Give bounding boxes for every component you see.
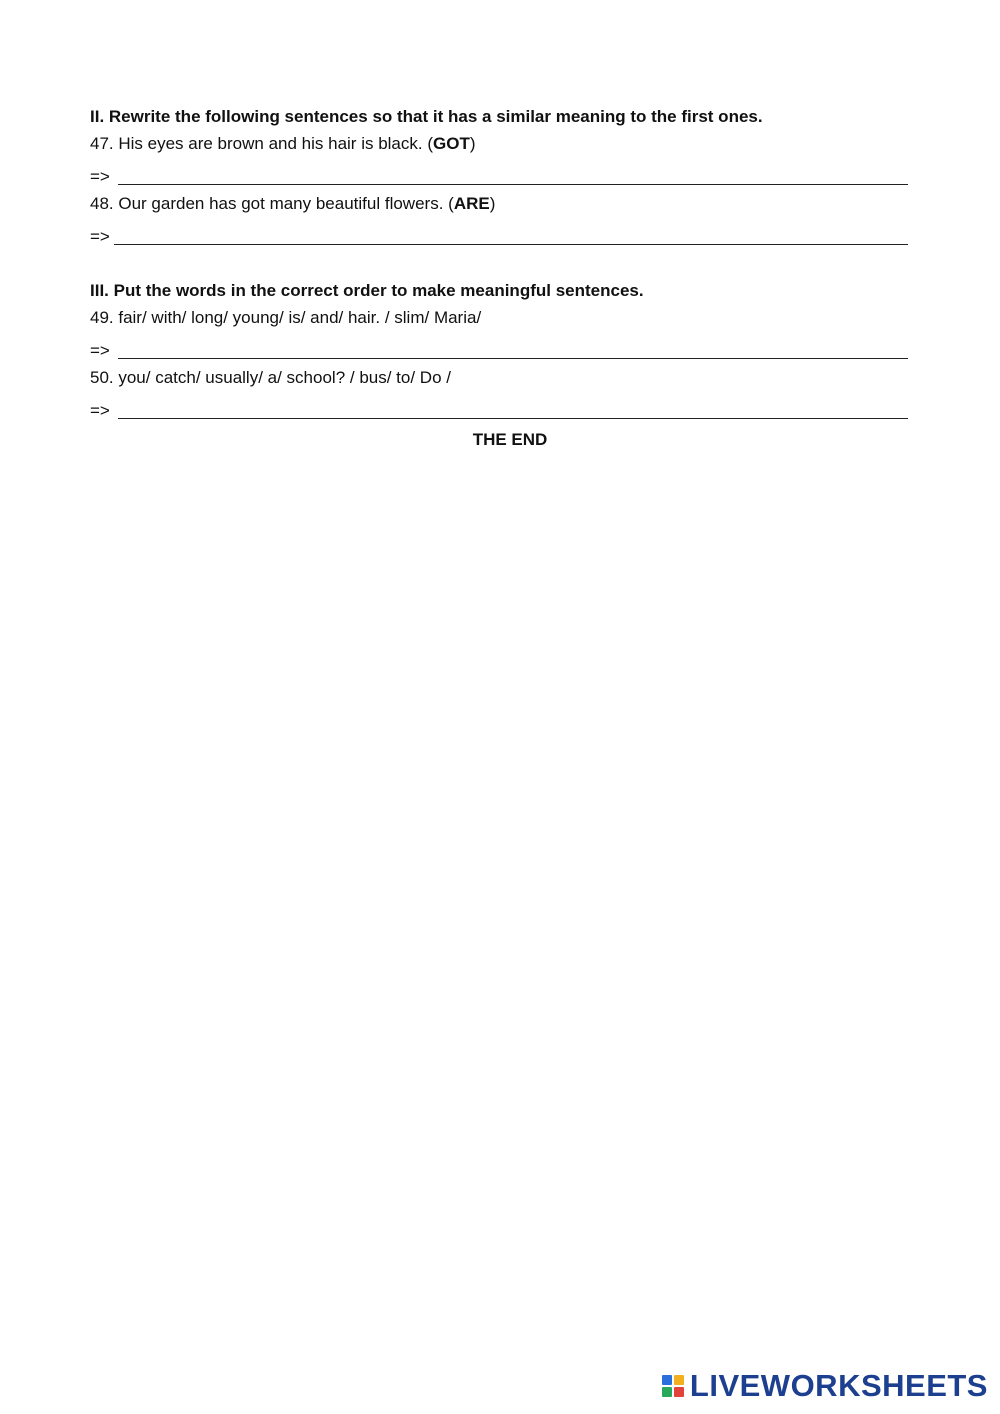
- logo-tile: [662, 1387, 672, 1397]
- worksheet: [90, 105, 908, 451]
- question-47-suffix: ): [469, 134, 476, 153]
- question-49-text: 49. fair/ with/ long/ young/ is/ and/ hair. / slim/ Maria/: [90, 308, 482, 327]
- section-3-heading: III. Put the words in the correct order to make meaningful sentences.: [90, 281, 644, 300]
- answer-arrow: =>: [90, 227, 110, 246]
- liveworksheets-logo-icon: [662, 1375, 684, 1397]
- question-50: [90, 363, 908, 393]
- the-end-label: THE END: [472, 430, 548, 449]
- answer-row-48: [90, 219, 908, 249]
- question-47: [90, 129, 908, 159]
- answer-arrow: =>: [90, 341, 110, 360]
- question-49: [90, 303, 908, 333]
- question-48-text: 48. Our garden has got many beautiful flowers. (: [90, 194, 454, 213]
- answer-row-49: [90, 333, 908, 363]
- section-2-heading: II. Rewrite the following sentences so that it has a similar meaning to the first ones.: [90, 107, 763, 126]
- question-50-text: 50. you/ catch/ usually/ a/ school? / bus/ to/ Do /: [90, 368, 451, 387]
- answer-input-50[interactable]: [118, 396, 908, 419]
- section-spacer: [90, 249, 908, 279]
- question-48-keyword: ARE: [453, 194, 490, 213]
- answer-arrow: =>: [90, 401, 110, 420]
- logo-tile: [674, 1387, 684, 1397]
- question-48: [90, 189, 908, 219]
- answer-input-47[interactable]: [118, 162, 908, 185]
- question-47-text: 47. His eyes are brown and his hair is black. (: [90, 134, 433, 153]
- answer-row-47: [90, 159, 908, 189]
- logo-tile: [662, 1375, 672, 1385]
- question-48-suffix: ): [489, 194, 496, 213]
- answer-input-48[interactable]: [114, 222, 908, 245]
- answer-input-49[interactable]: [118, 336, 908, 359]
- answer-arrow: =>: [90, 167, 110, 186]
- logo-tile: [674, 1375, 684, 1385]
- answer-row-50: [90, 393, 908, 423]
- liveworksheets-logo: [662, 1368, 988, 1404]
- question-47-keyword: GOT: [433, 134, 470, 153]
- logo-text: LIVEWORKSHEETS: [689, 1368, 988, 1403]
